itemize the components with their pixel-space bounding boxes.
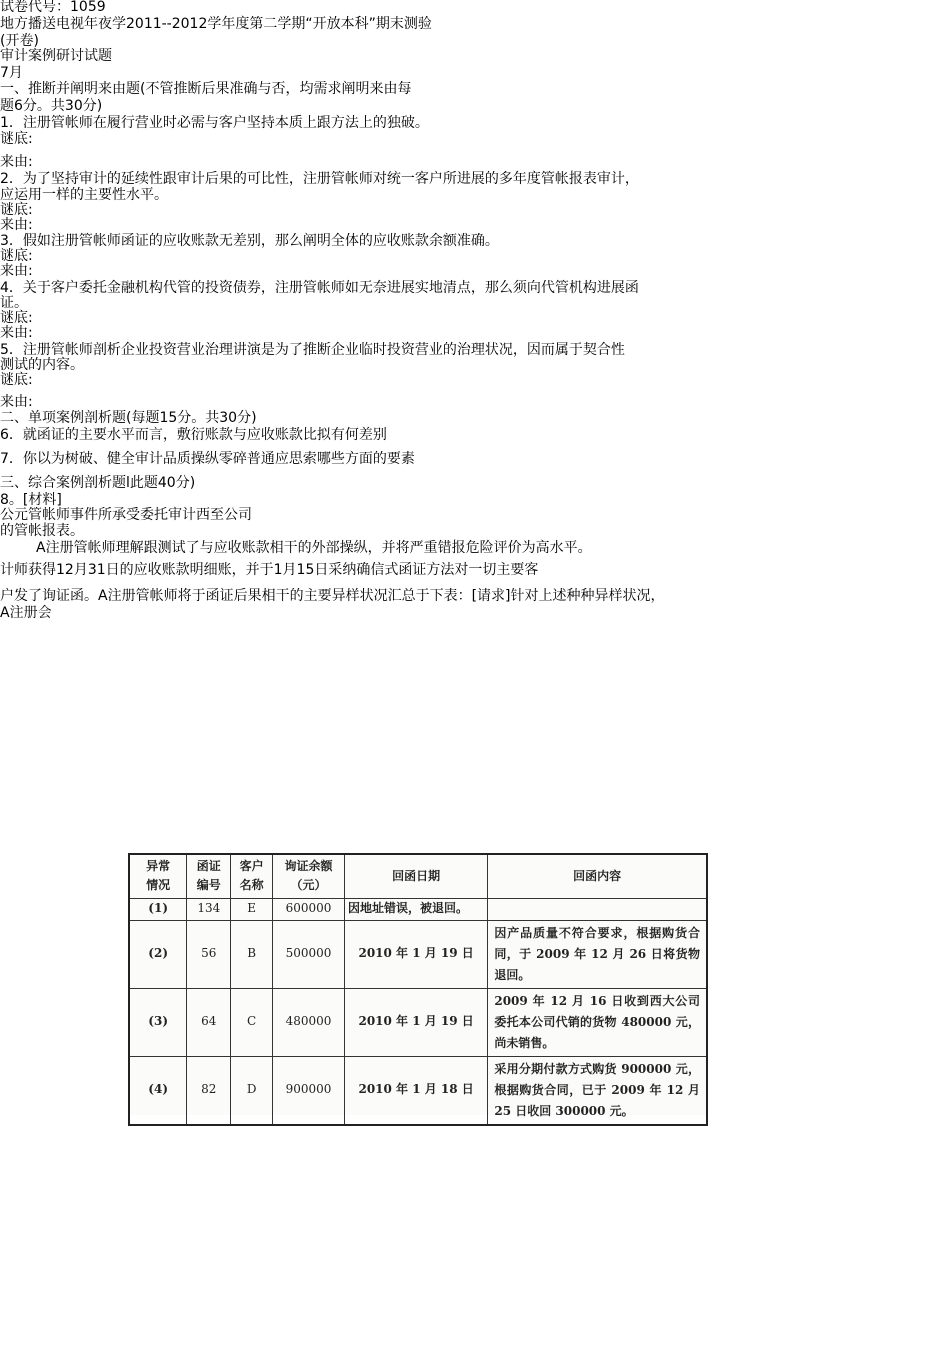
table-cell: 480000 xyxy=(273,988,345,1056)
material-line2: 的管帐报表。 xyxy=(0,523,84,539)
question-3: 3．假如注册管帐师函证的应收账款无差别，那么阐明全体的应收账款余额准确。 xyxy=(0,233,499,249)
header-reply-content: 回函内容 xyxy=(488,854,707,898)
question-8: 8。[材料] xyxy=(0,492,62,508)
q5-answer-label: 谜底: xyxy=(0,372,33,388)
table-header-row xyxy=(129,854,707,898)
table-cell: 900000 xyxy=(273,1056,345,1125)
q1-answer-label: 谜底: xyxy=(0,131,33,147)
table-cell: 56 xyxy=(187,920,231,988)
exam-open-note: (开卷) xyxy=(0,33,39,49)
material-line1: 公元管帐师事件所承受委托审计西至公司 xyxy=(0,507,252,523)
table-cell: 因产品质量不符合要求，根据购货合同，于 2009 年 12 月 26 日将货物退回。 xyxy=(488,920,707,988)
header-exception: 异常 情况 xyxy=(129,854,187,898)
table-cell: 600000 xyxy=(273,898,345,920)
q2-answer-label: 谜底: xyxy=(0,202,33,218)
exam-subject: 审计案例研讨试题 xyxy=(0,48,112,64)
question-5-line1: 5．注册管帐师剖析企业投资营业治理讲演是为了推断企业临时投资营业的治理状况，因而属于契合性 xyxy=(0,342,625,358)
table-cell: C xyxy=(231,988,273,1056)
table-cell xyxy=(488,898,707,920)
table-cell: 134 xyxy=(187,898,231,920)
confirmation-exceptions-table-image xyxy=(128,853,708,1118)
table-cell: D xyxy=(231,1056,273,1125)
table-cell: (2) xyxy=(129,920,187,988)
exam-month: 7月 xyxy=(0,65,23,81)
q1-reason-label: 来由: xyxy=(0,154,33,170)
question-4-line1: 4．关于客户委托金融机构代管的投资债券，注册管帐师如无奈进展实地清点，那么须向代管机构进展函 xyxy=(0,280,639,296)
q3-reason-label: 来由: xyxy=(0,263,33,279)
question-2-line2: 应运用一样的主要性水平。 xyxy=(0,187,168,203)
question-7: 7．你以为树破、健全审计品质操纵零碎普通应思索哪些方面的要素 xyxy=(0,451,415,467)
confirmation-exceptions-table xyxy=(128,853,708,1126)
material-line4: 计师获得12月31日的应收账款明细账，并于1月15日采纳确信式函证方法对一切主要客 xyxy=(0,562,539,578)
question-6: 6．就函证的主要水平而言，敷衍账款与应收账款比拟有何差别 xyxy=(0,427,387,443)
header-balance: 询证余额 （元） xyxy=(273,854,345,898)
q3-answer-label: 谜底: xyxy=(0,248,33,264)
table-cell: 2009 年 12 月 16 日收到西大公司委托本公司代销的货物 480000 元，尚未销售。 xyxy=(488,988,707,1056)
header-confirm-no: 函证 编号 xyxy=(187,854,231,898)
table-cell: 因地址错误，被退回。 xyxy=(344,898,487,920)
section1-title-line1: 一、推断并阐明来由题(不管推断后果准确与否，均需求阐明来由每 xyxy=(0,81,412,97)
table-cell: 2010 年 1 月 18 日 xyxy=(344,1056,487,1125)
table-row xyxy=(129,988,707,1056)
table-cell: (4) xyxy=(129,1056,187,1125)
table-cell: E xyxy=(231,898,273,920)
header-reply-date: 回函日期 xyxy=(344,854,487,898)
table-cell: 采用分期付款方式购货 900000 元，根据购货合同，已于 2009 年 12 月 25 日收回 300000 元。 xyxy=(488,1056,707,1125)
q5-reason-label: 来由: xyxy=(0,394,33,410)
question-5-line2: 测试的内容。 xyxy=(0,357,84,373)
exam-code: 试卷代号：1059 xyxy=(0,0,106,15)
material-line5: 户发了询证函。A注册管帐师将于函证后果相干的主要异样状况汇总于下表：[请求]针对上述种种异样状况， xyxy=(0,588,665,604)
table-cell: 64 xyxy=(187,988,231,1056)
question-2-line1: 2．为了坚持审计的延续性跟审计后果的可比性，注册管帐师对统一客户所进展的多年度管帐报表审计， xyxy=(0,171,639,187)
question-1: 1．注册管帐师在履行营业时必需与客户坚持本质上跟方法上的独破。 xyxy=(0,115,429,131)
section2-title: 二、单项案例剖析题(每题15分。共30分) xyxy=(0,410,257,426)
table-cell: (3) xyxy=(129,988,187,1056)
material-line6: A注册会 xyxy=(0,605,52,621)
header-customer: 客户 名称 xyxy=(231,854,273,898)
question-4-line2: 证。 xyxy=(0,295,28,311)
table-cell: (1) xyxy=(129,898,187,920)
q4-reason-label: 来由: xyxy=(0,325,33,341)
q2-reason-label: 来由: xyxy=(0,217,33,233)
table-row xyxy=(129,920,707,988)
exam-school-title: 地方播送电视年夜学2011--2012学年度第二学期“开放本科”期末测验 xyxy=(0,16,432,32)
section3-title: 三、综合案例剖析题l此题40分) xyxy=(0,475,196,491)
table-row xyxy=(129,898,707,920)
table-cell: 2010 年 1 月 19 日 xyxy=(344,988,487,1056)
table-cell: 2010 年 1 月 19 日 xyxy=(344,920,487,988)
table-cell: 82 xyxy=(187,1056,231,1125)
q4-answer-label: 谜底: xyxy=(0,310,33,326)
table-row xyxy=(129,1056,707,1125)
table-cell: B xyxy=(231,920,273,988)
section1-title-line2: 题6分。共30分) xyxy=(0,98,103,114)
table-cell: 500000 xyxy=(273,920,345,988)
material-line3: A注册管帐师理解跟测试了与应收账款相干的外部操纵，并将严重错报危险评价为高水平。 xyxy=(36,540,592,556)
